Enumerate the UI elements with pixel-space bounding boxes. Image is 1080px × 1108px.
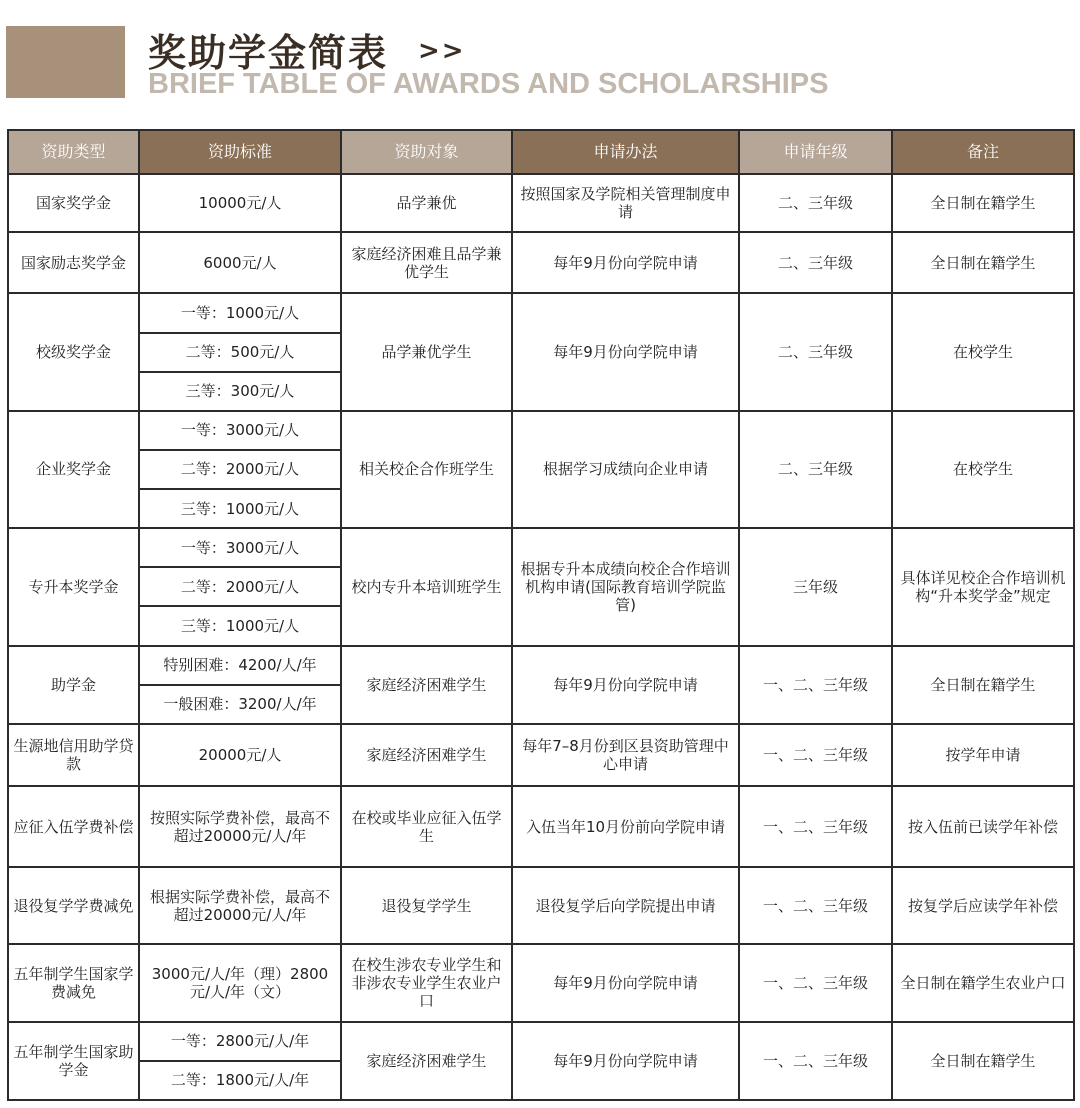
cell-target: 校内专升本培训班学生 xyxy=(341,528,512,645)
cell-method: 根据学习成绩向企业申请 xyxy=(512,411,739,528)
cell-standard: 三等：1000元/人 xyxy=(139,606,341,645)
cell-note: 按复学后应读学年补偿 xyxy=(892,867,1074,944)
cell-note: 全日制在籍学生 xyxy=(892,646,1074,724)
cell-type: 五年制学生国家学费减免 xyxy=(8,944,139,1021)
cell-type: 国家励志奖学金 xyxy=(8,232,139,293)
cell-method: 按照国家及学院相关管理制度申请 xyxy=(512,174,739,232)
awards-table xyxy=(7,129,1075,1101)
cell-grade: 一、二、三年级 xyxy=(739,724,892,786)
table-row xyxy=(8,174,1074,232)
cell-note: 全日制在籍学生 xyxy=(892,174,1074,232)
column-header-type: 资助类型 xyxy=(8,130,139,174)
page-subtitle: BRIEF TABLE OF AWARDS AND SCHOLARSHIPS xyxy=(148,68,829,100)
cell-target: 品学兼优 xyxy=(341,174,512,232)
cell-standard: 三等：300元/人 xyxy=(139,372,341,411)
cell-grade: 一、二、三年级 xyxy=(739,867,892,944)
column-header-standard: 资助标准 xyxy=(139,130,341,174)
cell-target: 家庭经济困难学生 xyxy=(341,1022,512,1100)
cell-type: 生源地信用助学贷款 xyxy=(8,724,139,786)
table-row xyxy=(8,293,1074,332)
cell-method: 根据专升本成绩向校企合作培训机构申请(国际教育培训学院监管) xyxy=(512,528,739,645)
table-row xyxy=(8,944,1074,1021)
table-row xyxy=(8,646,1074,685)
cell-method: 入伍当年10月份前向学院申请 xyxy=(512,786,739,867)
cell-method: 每年9月份向学院申请 xyxy=(512,1022,739,1100)
table-header-row xyxy=(8,130,1074,174)
header-accent-block xyxy=(6,26,125,98)
cell-standard: 二等：2000元/人 xyxy=(139,450,341,489)
cell-target: 在校或毕业应征入伍学生 xyxy=(341,786,512,867)
cell-type: 助学金 xyxy=(8,646,139,724)
page-title: 奖助学金简表 xyxy=(148,31,389,75)
cell-type: 应征入伍学费补偿 xyxy=(8,786,139,867)
cell-target: 家庭经济困难且品学兼优学生 xyxy=(341,232,512,293)
cell-standard: 6000元/人 xyxy=(139,232,341,293)
table-row xyxy=(8,232,1074,293)
cell-note: 在校学生 xyxy=(892,293,1074,410)
cell-note: 全日制在籍学生农业户口 xyxy=(892,944,1074,1021)
cell-note: 在校学生 xyxy=(892,411,1074,528)
cell-standard: 二等：1800元/人/年 xyxy=(139,1061,341,1100)
cell-target: 相关校企合作班学生 xyxy=(341,411,512,528)
cell-type: 企业奖学金 xyxy=(8,411,139,528)
table-row xyxy=(8,724,1074,786)
cell-method: 每年7–8月份到区县资助管理中心申请 xyxy=(512,724,739,786)
cell-grade: 一、二、三年级 xyxy=(739,786,892,867)
cell-target: 在校生涉农专业学生和非涉农专业学生农业户口 xyxy=(341,944,512,1021)
cell-standard: 一等：3000元/人 xyxy=(139,411,341,450)
cell-standard: 一等：3000元/人 xyxy=(139,528,341,567)
cell-standard: 根据实际学费补偿，最高不超过20000元/人/年 xyxy=(139,867,341,944)
cell-method: 每年9月份向学院申请 xyxy=(512,293,739,410)
cell-standard: 二等：500元/人 xyxy=(139,333,341,372)
title-arrow: >> xyxy=(418,36,466,66)
cell-standard: 按照实际学费补偿，最高不超过20000元/人/年 xyxy=(139,786,341,867)
cell-type: 退役复学学费减免 xyxy=(8,867,139,944)
cell-standard: 三等：1000元/人 xyxy=(139,489,341,528)
cell-note: 具体详见校企合作培训机构“升本奖学金”规定 xyxy=(892,528,1074,645)
cell-grade: 二、三年级 xyxy=(739,293,892,410)
cell-standard: 10000元/人 xyxy=(139,174,341,232)
cell-note: 按学年申请 xyxy=(892,724,1074,786)
cell-method: 每年9月份向学院申请 xyxy=(512,232,739,293)
cell-target: 家庭经济困难学生 xyxy=(341,724,512,786)
cell-grade: 三年级 xyxy=(739,528,892,645)
cell-method: 每年9月份向学院申请 xyxy=(512,944,739,1021)
cell-method: 退役复学后向学院提出申请 xyxy=(512,867,739,944)
cell-grade: 二、三年级 xyxy=(739,232,892,293)
cell-note: 全日制在籍学生 xyxy=(892,1022,1074,1100)
cell-grade: 二、三年级 xyxy=(739,174,892,232)
column-header-method: 申请办法 xyxy=(512,130,739,174)
cell-standard: 3000元/人/年（理）2800元/人/年（文） xyxy=(139,944,341,1021)
cell-standard: 20000元/人 xyxy=(139,724,341,786)
cell-target: 家庭经济困难学生 xyxy=(341,646,512,724)
column-header-grade: 申请年级 xyxy=(739,130,892,174)
cell-method: 每年9月份向学院申请 xyxy=(512,646,739,724)
cell-standard: 一般困难：3200/人/年 xyxy=(139,685,341,724)
table-row xyxy=(8,867,1074,944)
table-row xyxy=(8,786,1074,867)
cell-target: 品学兼优学生 xyxy=(341,293,512,410)
cell-standard: 一等：2800元/人/年 xyxy=(139,1022,341,1061)
cell-type: 五年制学生国家助学金 xyxy=(8,1022,139,1100)
table-row xyxy=(8,528,1074,567)
cell-standard: 二等：2000元/人 xyxy=(139,567,341,606)
cell-grade: 一、二、三年级 xyxy=(739,1022,892,1100)
cell-grade: 一、二、三年级 xyxy=(739,944,892,1021)
cell-target: 退役复学学生 xyxy=(341,867,512,944)
cell-grade: 二、三年级 xyxy=(739,411,892,528)
cell-note: 全日制在籍学生 xyxy=(892,232,1074,293)
cell-type: 专升本奖学金 xyxy=(8,528,139,645)
table-row xyxy=(8,411,1074,450)
cell-standard: 一等：1000元/人 xyxy=(139,293,341,332)
cell-type: 校级奖学金 xyxy=(8,293,139,410)
column-header-note: 备注 xyxy=(892,130,1074,174)
table-body xyxy=(8,174,1074,1100)
cell-type: 国家奖学金 xyxy=(8,174,139,232)
cell-standard: 特别困难：4200/人/年 xyxy=(139,646,341,685)
column-header-target: 资助对象 xyxy=(341,130,512,174)
cell-grade: 一、二、三年级 xyxy=(739,646,892,724)
cell-note: 按入伍前已读学年补偿 xyxy=(892,786,1074,867)
table-row xyxy=(8,1022,1074,1061)
